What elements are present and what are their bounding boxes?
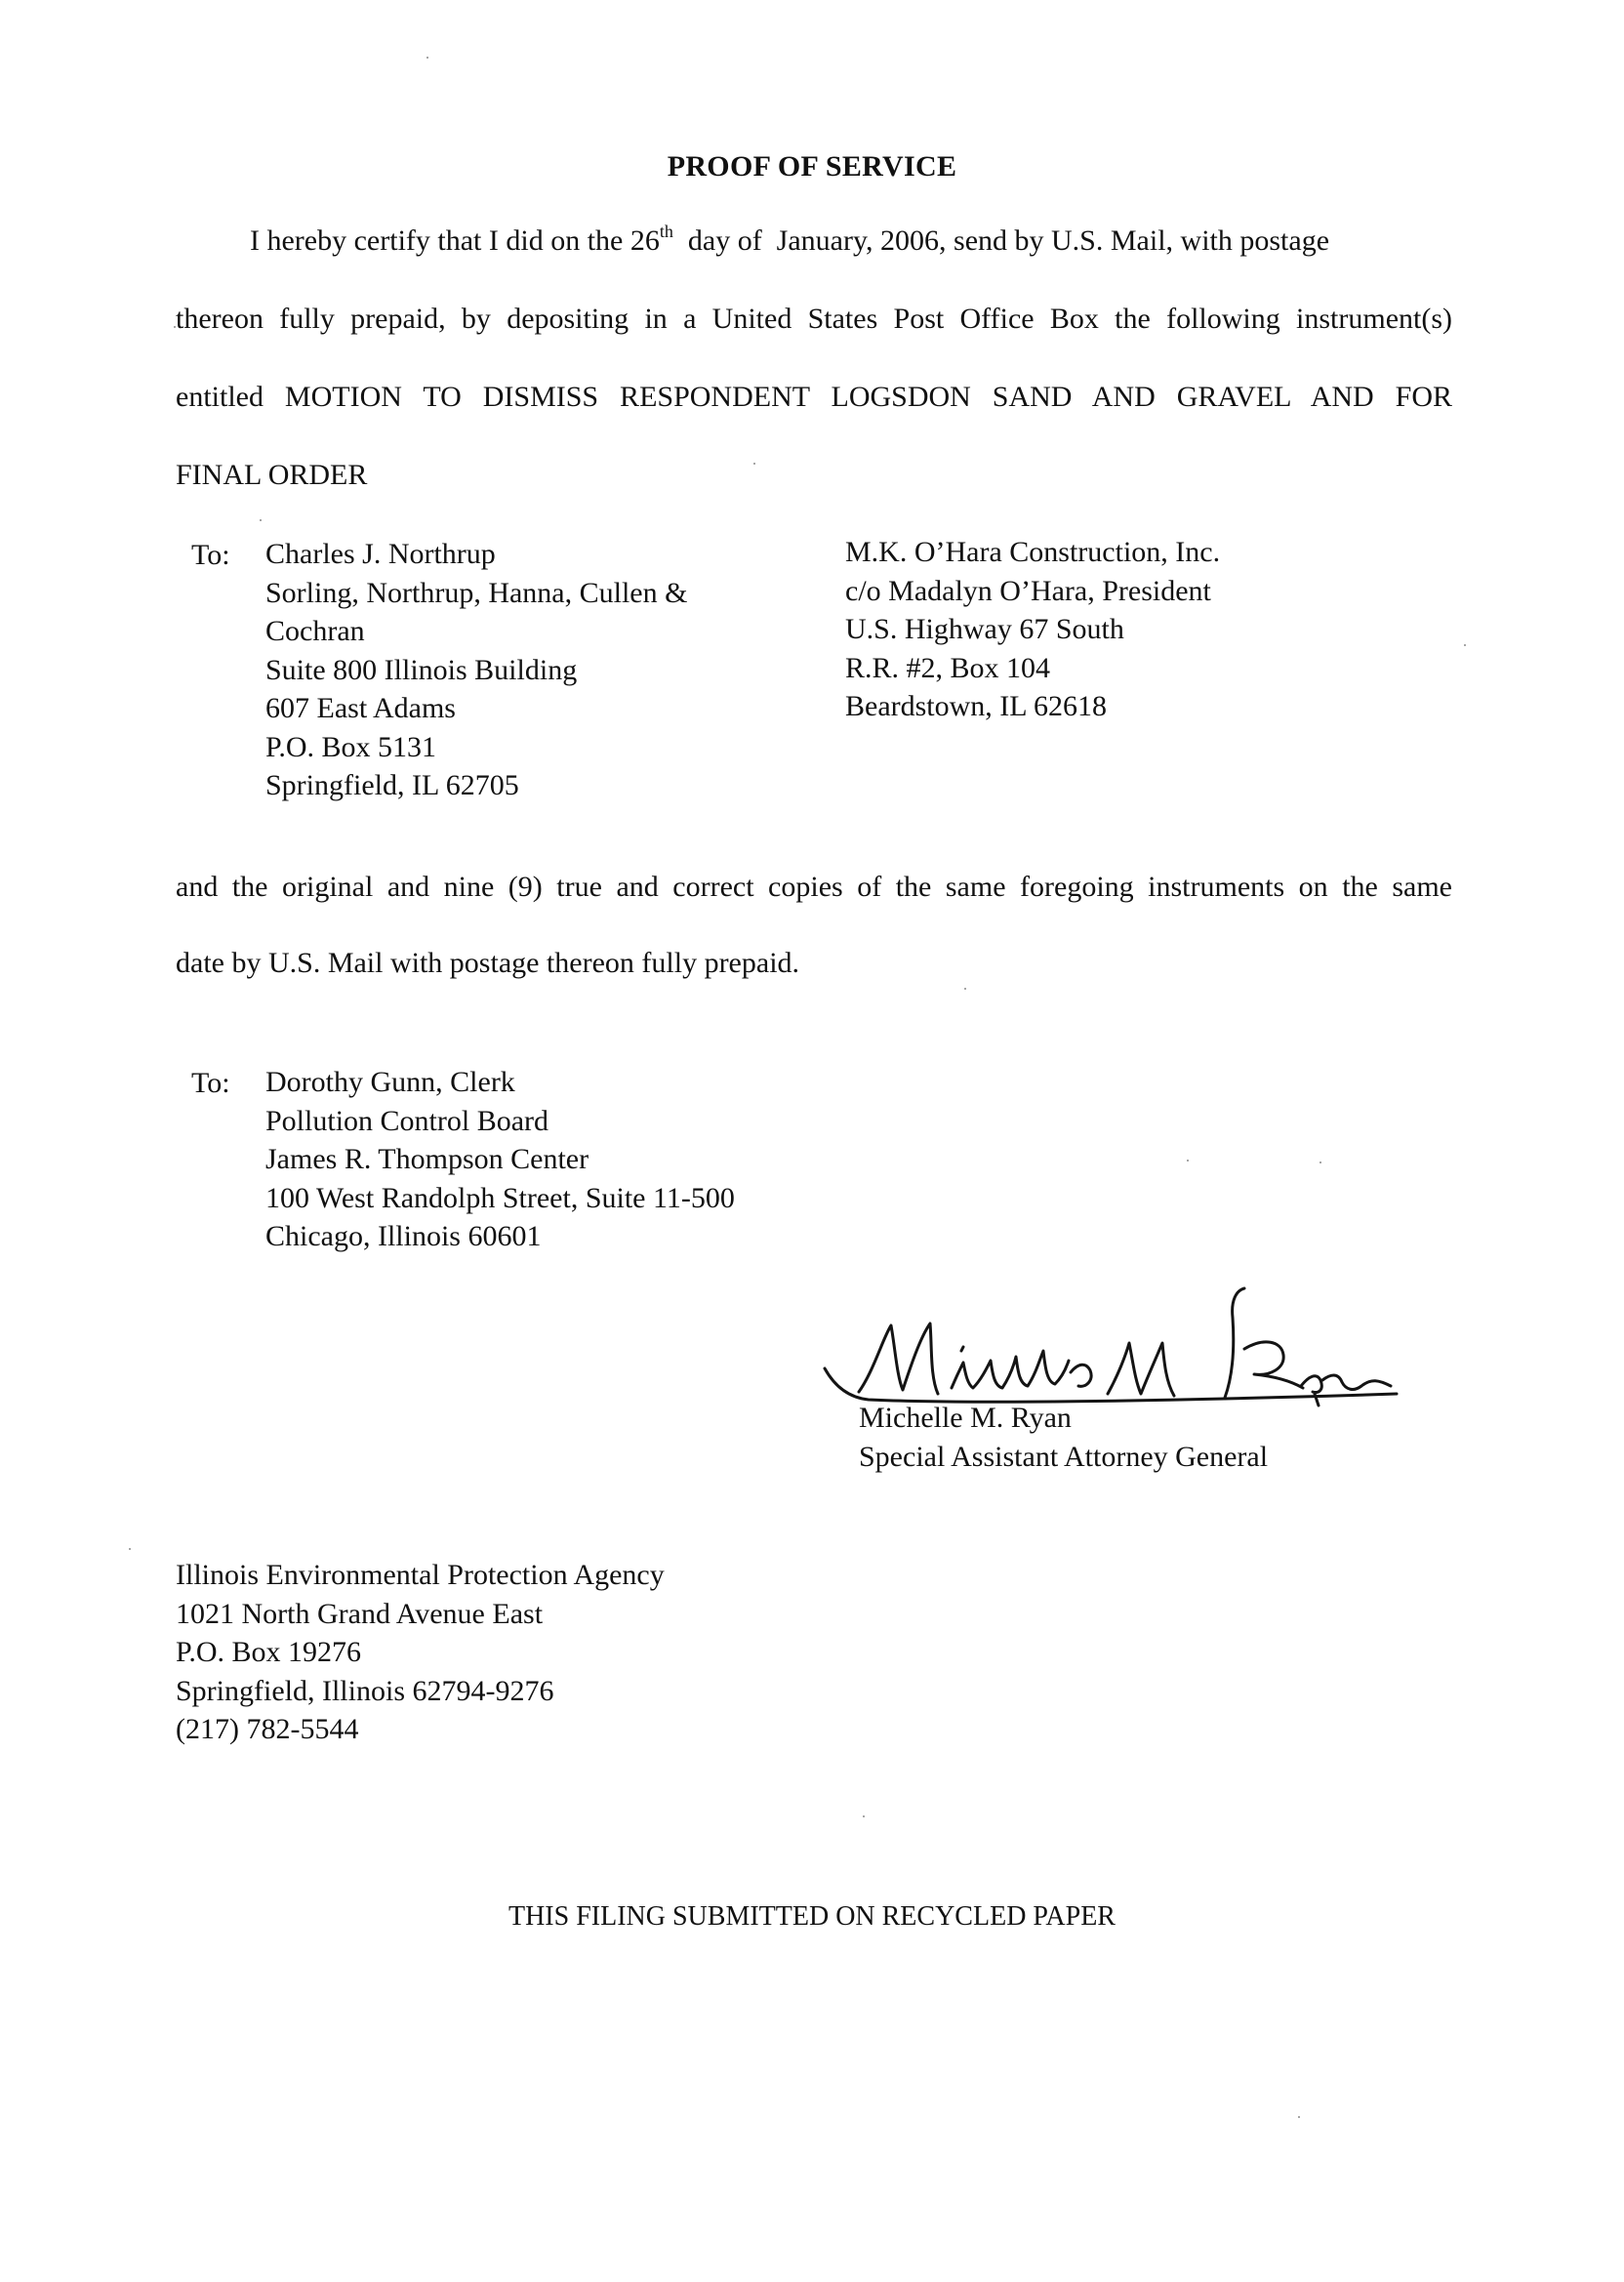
address-line: R.R. #2, Box 104	[845, 651, 1051, 684]
address-line: Springfield, IL 62705	[265, 769, 519, 801]
certification-line-4: FINAL ORDER	[176, 459, 368, 491]
signatory-block	[859, 1399, 1268, 1476]
address-line: Charles J. Northrup	[265, 538, 496, 570]
address-line: Chicago, Illinois 60601	[265, 1220, 542, 1252]
address-line: Springfield, Illinois 62794-9276	[176, 1674, 554, 1707]
address-line: P.O. Box 5131	[265, 730, 437, 763]
scan-speck	[174, 326, 176, 328]
certification-line-2: thereon fully prepaid, by depositing in a United States Post Office Box the following instrument(s)	[176, 303, 1452, 335]
address-line: 100 West Randolph Street, Suite 11-500	[265, 1181, 735, 1214]
scan-speck	[964, 988, 966, 990]
recipient-address-northrup	[265, 535, 687, 805]
recipient-address-clerk	[265, 1063, 735, 1256]
address-line: Sorling, Northrup, Hanna, Cullen &	[265, 576, 688, 609]
scan-speck	[1187, 1160, 1189, 1161]
address-line: (217) 782-5544	[176, 1713, 359, 1745]
scan-speck	[129, 1548, 131, 1550]
certification-line-1	[250, 224, 1329, 258]
address-line: P.O. Box 19276	[176, 1636, 362, 1668]
scan-speck	[753, 463, 755, 465]
page-title: PROOF OF SERVICE	[667, 150, 957, 183]
address-line: 607 East Adams	[265, 692, 456, 724]
address-line: Beardstown, IL 62618	[845, 690, 1108, 722]
address-line: Illinois Environmental Protection Agency	[176, 1559, 665, 1591]
address-line: 1021 North Grand Avenue East	[176, 1597, 544, 1630]
address-line: Suite 800 Illinois Building	[265, 653, 578, 686]
certification-line-1-text: I hereby certify that I did on the 26	[250, 224, 660, 257]
copies-line-2: date by U.S. Mail with postage thereon fully prepaid.	[176, 947, 800, 979]
scan-speck	[1298, 2116, 1300, 2118]
scan-speck	[1464, 644, 1466, 646]
scan-speck	[260, 519, 262, 521]
certification-line-3: entitled MOTION TO DISMISS RESPONDENT LOGSDON SAND AND GRAVEL AND FOR	[176, 381, 1452, 413]
signatory-title: Special Assistant Attorney General	[859, 1440, 1269, 1473]
address-line: Cochran	[265, 615, 365, 647]
certification-line-1-rest: day of January, 2006, send by U.S. Mail, with postage	[672, 224, 1330, 257]
scan-speck	[1320, 1161, 1321, 1163]
signatory-name: Michelle M. Ryan	[859, 1402, 1072, 1434]
address-line: M.K. O’Hara Construction, Inc.	[845, 536, 1221, 568]
recipient-address-ohara	[845, 533, 1220, 726]
scan-speck	[863, 1815, 865, 1817]
to-label-second: To:	[191, 1067, 230, 1099]
agency-address	[176, 1556, 665, 1749]
scan-speck	[426, 57, 428, 59]
address-line: U.S. Highway 67 South	[845, 613, 1124, 645]
address-line: Dorothy Gunn, Clerk	[265, 1066, 515, 1098]
address-line: c/o Madalyn O’Hara, President	[845, 574, 1211, 607]
ordinal-superscript: th	[659, 222, 673, 241]
to-label-first: To:	[191, 539, 230, 571]
address-line: James R. Thompson Center	[265, 1143, 589, 1175]
copies-line-1: and the original and nine (9) true and correct copies of the same foregoing instruments on the same	[176, 871, 1452, 903]
address-line: Pollution Control Board	[265, 1104, 549, 1137]
recycled-paper-footer: THIS FILING SUBMITTED ON RECYCLED PAPER	[508, 1901, 1116, 1932]
